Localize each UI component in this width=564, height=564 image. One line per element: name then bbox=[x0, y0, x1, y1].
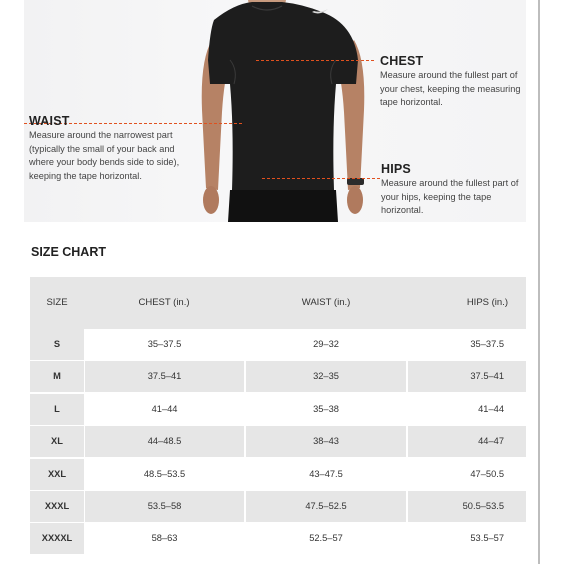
hips-cell: 53.5–57 bbox=[408, 523, 526, 554]
size-cell: XL bbox=[30, 426, 84, 457]
chest-desc-line: tape horizontal. bbox=[380, 97, 443, 107]
waist-cell: 47.5–52.5 bbox=[246, 491, 406, 522]
chest-cell: 37.5–41 bbox=[85, 361, 244, 392]
size-cell: XXL bbox=[30, 459, 84, 490]
hips-cell: 44–47 bbox=[408, 426, 526, 457]
size-cell: L bbox=[30, 394, 84, 425]
hips-title: HIPS bbox=[381, 162, 411, 176]
waist-description bbox=[29, 129, 219, 183]
table-row bbox=[30, 459, 526, 490]
chest-title: CHEST bbox=[380, 54, 424, 68]
table-row bbox=[30, 361, 526, 392]
table-row bbox=[30, 426, 526, 457]
hips-desc-line: horizontal. bbox=[381, 205, 424, 215]
size-cell: XXXL bbox=[30, 491, 84, 522]
chest-cell: 53.5–58 bbox=[85, 491, 244, 522]
size-chart-table bbox=[30, 277, 526, 556]
size-cell: S bbox=[30, 329, 84, 360]
hips-guide-line bbox=[262, 178, 380, 179]
table-row bbox=[30, 394, 526, 425]
hips-cell: 37.5–41 bbox=[408, 361, 526, 392]
hips-description bbox=[381, 177, 541, 218]
chest-cell: 48.5–53.5 bbox=[85, 459, 244, 490]
hips-desc-line: your hips, keeping the tape bbox=[381, 191, 492, 202]
waist-desc-line: (typically the small of your back and bbox=[29, 143, 175, 154]
table-header-row bbox=[30, 277, 526, 329]
header-waist: WAIST (in.) bbox=[301, 297, 351, 308]
chest-description bbox=[380, 69, 540, 110]
size-cell: XXXXL bbox=[30, 523, 84, 554]
header-size: SIZE bbox=[46, 297, 68, 308]
waist-title: WAIST bbox=[29, 114, 70, 128]
chest-cell: 41–44 bbox=[85, 394, 244, 425]
chest-guide-line bbox=[256, 60, 374, 61]
table-row bbox=[30, 329, 526, 360]
chest-desc-line: your chest, keeping the measuring bbox=[380, 83, 521, 94]
hips-cell: 35–37.5 bbox=[408, 329, 526, 360]
chest-cell: 58–63 bbox=[85, 523, 244, 554]
table-row bbox=[30, 523, 526, 554]
header-hips: HIPS (in.) bbox=[466, 297, 508, 308]
chest-cell: 44–48.5 bbox=[85, 426, 244, 457]
hips-cell: 41–44 bbox=[408, 394, 526, 425]
table-row bbox=[30, 491, 526, 522]
chest-desc-line: Measure around the fullest part of bbox=[380, 70, 518, 80]
waist-desc-line: Measure around the narrowest part bbox=[29, 130, 173, 140]
size-chart-title: SIZE CHART bbox=[31, 245, 106, 259]
waist-cell: 29–32 bbox=[246, 329, 406, 360]
waist-cell: 32–35 bbox=[246, 361, 406, 392]
chest-cell: 35–37.5 bbox=[85, 329, 244, 360]
waist-cell: 43–47.5 bbox=[246, 459, 406, 490]
hips-cell: 47–50.5 bbox=[408, 459, 526, 490]
hips-desc-line: Measure around the fullest part of bbox=[381, 178, 519, 188]
waist-cell: 52.5–57 bbox=[246, 523, 406, 554]
waist-cell: 35–38 bbox=[246, 394, 406, 425]
page-edge-divider bbox=[538, 0, 540, 564]
waist-desc-line: keeping the tape horizontal. bbox=[29, 170, 142, 181]
header-chest: CHEST (in.) bbox=[138, 297, 190, 308]
waist-desc-line: where your body bends side to side), bbox=[29, 157, 180, 167]
size-cell: M bbox=[30, 361, 84, 392]
hips-cell: 50.5–53.5 bbox=[408, 491, 526, 522]
waist-cell: 38–43 bbox=[246, 426, 406, 457]
